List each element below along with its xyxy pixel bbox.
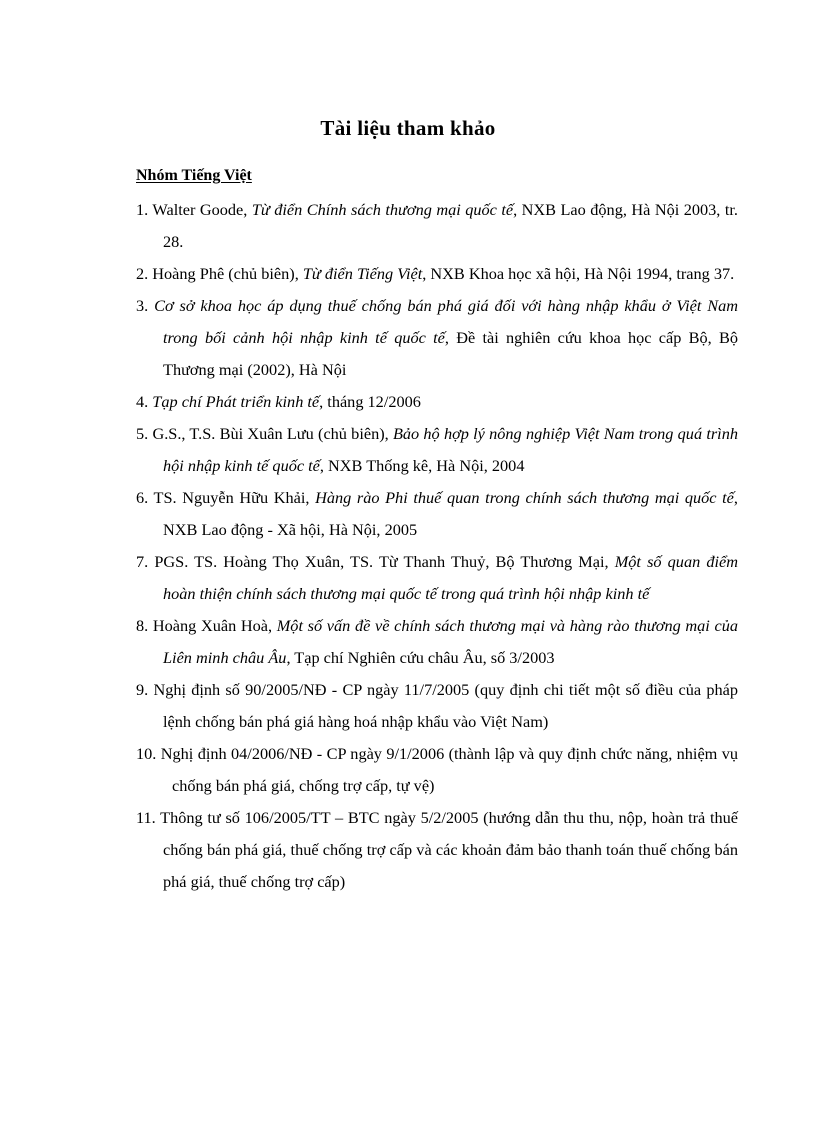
reference-number: 3.: [136, 296, 149, 315]
page-title: Tài liệu tham khảo: [320, 116, 496, 140]
reference-number: 4.: [136, 392, 149, 411]
reference-item: [136, 194, 738, 258]
reference-number: 5.: [136, 424, 149, 443]
reference-item: [136, 802, 738, 898]
reference-number: 11.: [136, 808, 156, 827]
reference-lead: Nghị định số 90/2005/NĐ - CP ngày 11/7/2005 (quy định chi tiết một số điều của pháp lệnh chống bán phá giá hàng hoá nhập khẩu vào Việt Nam): [148, 680, 738, 731]
reference-title: Một số vấn đề về chính sách thương mại và hàng rào thương mại của Liên minh châu Âu: [163, 616, 738, 667]
reference-number: 9.: [136, 680, 149, 699]
reference-title: Hàng rào Phi thuế quan trong chính sách thương mại quốc tế: [315, 488, 734, 507]
reference-item: [136, 418, 738, 482]
reference-item: [136, 546, 738, 610]
reference-lead: Hoàng Xuân Hoà,: [148, 616, 277, 635]
reference-tail: , NXB Lao động, Hà Nội 2003, tr. 28.: [163, 200, 738, 251]
reference-lead: Thông tư số 106/2005/TT – BTC ngày 5/2/2005 (hướng dẫn thu thu, nộp, hoàn trả thuế chống bán phá giá, thuế chống trợ cấp và các khoản đảm bảo thanh toán thuế chống bán phá giá, thuế chống trợ cấp): [155, 808, 738, 891]
reference-tail: , NXB Khoa học xã hội, Hà Nội 1994, trang 37.: [422, 264, 735, 283]
reference-number: 8.: [136, 616, 149, 635]
reference-title: Từ điển Tiếng Việt: [302, 264, 423, 283]
reference-item: [136, 610, 738, 674]
reference-lead: Hoàng Phê (chủ biên),: [148, 264, 303, 283]
reference-number: 1.: [136, 200, 149, 219]
reference-number: 7.: [136, 552, 149, 571]
reference-tail: , Đề tài nghiên cứu khoa học cấp Bộ, Bộ Thương mại (2002), Hà Nội: [163, 328, 738, 379]
reference-title: Bảo hộ hợp lý nông nghiệp Việt Nam trong quá trình hội nhập kinh tế quốc tế: [163, 424, 738, 475]
reference-tail: , Tạp chí Nghiên cứu châu Âu, số 3/2003: [286, 648, 555, 667]
reference-item: [136, 386, 738, 418]
reference-lead: Nghị định 04/2006/NĐ - CP ngày 9/1/2006 (thành lập và quy định chức năng, nhiệm vụ chống bán phá giá, chống trợ cấp, tự vệ): [156, 744, 738, 795]
reference-number: 2.: [136, 264, 149, 283]
reference-tail: , NXB Thống kê, Hà Nội, 2004: [319, 456, 525, 475]
reference-title: Tạp chí Phát triển kinh tế: [152, 392, 320, 411]
reference-title: Từ điển Chính sách thương mại quốc tế: [251, 200, 514, 219]
reference-lead: Walter Goode,: [148, 200, 252, 219]
reference-number: 6.: [136, 488, 149, 507]
section-heading: Nhóm Tiếng Việt: [136, 167, 252, 184]
reference-title: Một số quan điểm hoàn thiện chính sách thương mại quốc tế trong quá trình hội nhập kinh tế: [163, 552, 739, 603]
reference-item: [136, 674, 738, 738]
reference-title: Cơ sở khoa học áp dụng thuế chống bán phá giá đối với hàng nhập khẩu ở Việt Nam trong bối cảnh hội nhập kinh tế quốc tế: [154, 296, 738, 347]
reference-number: 10.: [136, 744, 157, 763]
reference-lead: TS. Nguyễn Hữu Khải,: [148, 488, 316, 507]
reference-item: [136, 258, 738, 290]
reference-lead: G.S., T.S. Bùi Xuân Lưu (chủ biên),: [148, 424, 393, 443]
reference-tail: , NXB Lao động - Xã hội, Hà Nội, 2005: [163, 488, 738, 539]
reference-item: [136, 290, 738, 386]
reference-list: [136, 194, 738, 898]
reference-item: [136, 482, 738, 546]
reference-item: [136, 738, 738, 802]
reference-tail: , tháng 12/2006: [319, 392, 421, 411]
reference-lead: PGS. TS. Hoàng Thọ Xuân, TS. Từ Thanh Thuỷ, Bộ Thương Mại,: [148, 552, 615, 571]
